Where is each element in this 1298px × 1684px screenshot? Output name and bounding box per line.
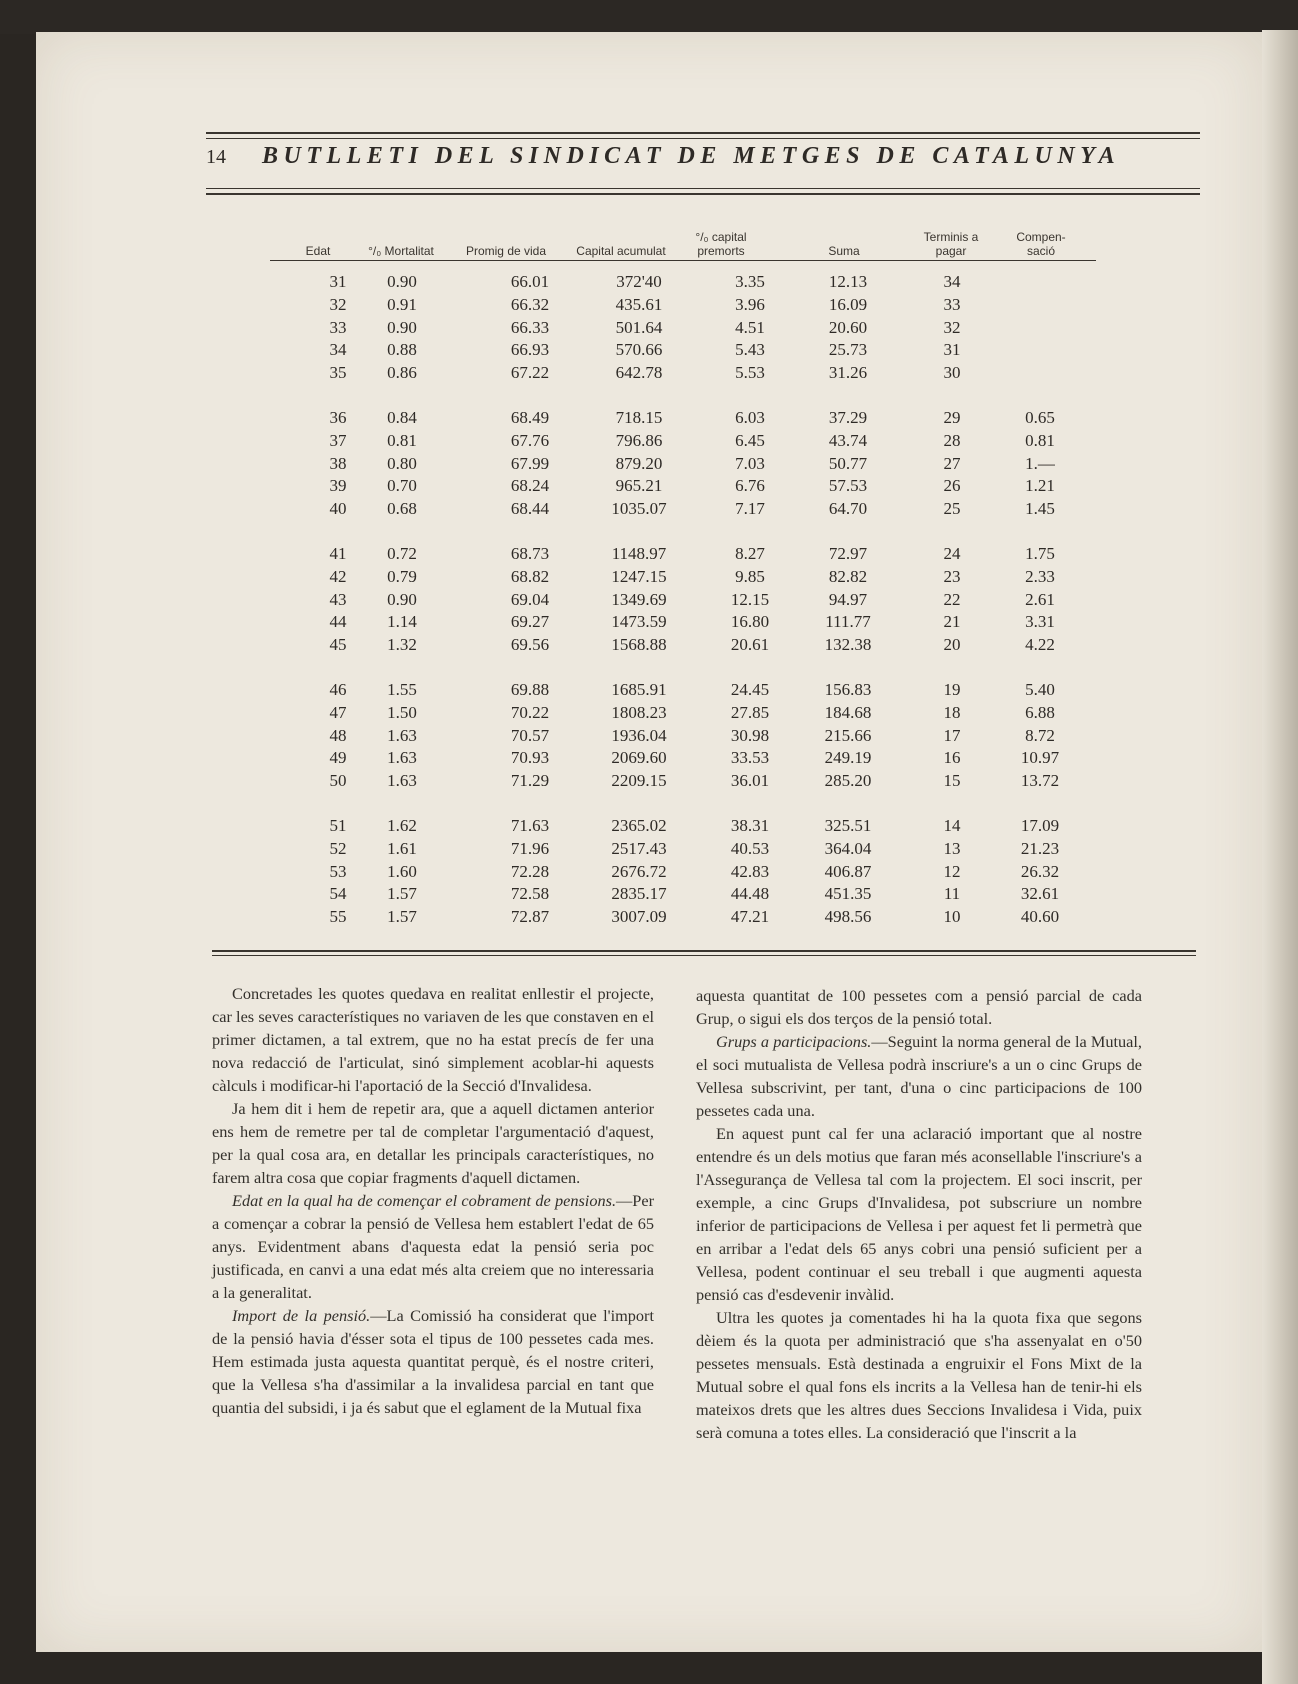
col-header-terminis: Terminis a pagar (923, 230, 979, 258)
table-cell: 0.90 (387, 272, 417, 291)
table-cell: 132.38 (824, 635, 872, 655)
table-cell: 72.97 (828, 544, 868, 563)
table-cell: 43 (329, 589, 347, 609)
table-cell: 1.50 (387, 702, 417, 722)
table-cell: 17.09 (1020, 816, 1060, 835)
table-cell: 1.— (1025, 453, 1055, 473)
table-cell: 184.68 (824, 702, 872, 722)
table-cell: 2069.60 (611, 748, 667, 768)
table-cell: 39 (329, 476, 347, 496)
table-cell: 325.51 (824, 816, 872, 835)
table-cell: 68.73 (510, 544, 550, 563)
table-cell: 70.22 (510, 702, 550, 722)
table-row (36, 567, 1262, 590)
table-row (36, 476, 1262, 499)
table-cell: 24.45 (730, 680, 770, 699)
col-header-edat: Edat (305, 244, 331, 258)
table-cell: 7.17 (735, 499, 765, 519)
next-page-edge (1262, 30, 1298, 1684)
table-cell: 31.26 (828, 363, 868, 383)
table-cell: 67.99 (510, 453, 550, 473)
table-cell: 47 (329, 702, 347, 722)
table-cell: 12.15 (730, 589, 770, 609)
table-cell: 2676.72 (611, 861, 667, 881)
table-cell: 1685.91 (611, 680, 667, 699)
table-cell: 24 (943, 544, 961, 563)
table-cell: 57.53 (828, 476, 868, 496)
table-cell: 8.27 (735, 544, 765, 563)
table-cell: 54 (329, 884, 347, 904)
table-cell: 1.57 (387, 884, 417, 904)
table-cell: 52 (329, 838, 347, 858)
table-cell: 4.51 (735, 317, 765, 337)
table-cell: 0.70 (387, 476, 417, 496)
table-cell: 406.87 (824, 861, 872, 881)
table-cell: 41 (329, 544, 347, 563)
table-cell: 26.32 (1020, 861, 1060, 881)
table-cell: 70.93 (510, 748, 550, 768)
paragraph: Concretades les quotes quedava en realitat enllestir el projecte, car les seves característiques no variaven de les que constaven en el primer dictamen, a tal extrem, que no ha estat precís de fer una nova redacció de l'articulat, sinó simplement acoblar-hi aquests càlculs i modificar-hi l'aportació de la Secció d'Invalidesa. (212, 984, 654, 1095)
table-cell: 69.27 (510, 612, 550, 632)
table-cell: 570.66 (615, 340, 663, 360)
table-cell: 642.78 (615, 363, 663, 383)
table-row (36, 771, 1262, 794)
table-cell: 1.21 (1025, 476, 1055, 496)
table-cell: 42.83 (730, 861, 770, 881)
table-cell: 20 (943, 635, 961, 655)
table-cell: 66.32 (510, 294, 550, 314)
table-cell: 27.85 (730, 702, 770, 722)
col-header-compensacio: Compen-sació (1016, 230, 1066, 258)
section-heading: Edat en la qual ha de començar el cobrament de pensions. (232, 1191, 617, 1210)
table-cell: 32.61 (1020, 884, 1060, 904)
table-cell: 6.45 (735, 430, 765, 450)
table-cell: 1.63 (387, 725, 417, 745)
paragraph: En aquest punt cal fer una aclaració important que al nostre entendre és un dels motius que faran més aconsellable l'inscriure's a l'Assegurança de Vellesa tal com la projectem. El soci inscrit, per exemple, a cinc Grups d'Invalidesa, pot subscriure un nombre inferior de participacions de Vellesa i per aquest fet li permetrà que en arribar a l'edat dels 65 anys cobri una pensió suficient per a Vellesa, podent continuar el seu treball i que augmenti aquesta pensió cas d'esdevenir invàlid. (696, 1124, 1142, 1304)
table-cell: 72.58 (510, 884, 550, 904)
table-cell: 16.09 (828, 294, 868, 314)
table-row (36, 612, 1262, 635)
table-cell: 48 (329, 725, 347, 745)
table-cell: 435.61 (615, 294, 663, 314)
table-cell: 796.86 (615, 430, 663, 450)
table-cell: 17 (943, 725, 961, 745)
table-row (36, 726, 1262, 749)
table-cell: 49 (329, 748, 347, 768)
table-cell: 22 (943, 589, 961, 609)
table-cell: 0.65 (1025, 408, 1055, 427)
journal-title: BUTLLETI DEL SINDICAT DE METGES DE CATALUNYA (262, 143, 1121, 169)
table-cell: 36 (329, 408, 347, 427)
table-cell: 1568.88 (611, 635, 667, 655)
table-cell: 66.93 (510, 340, 550, 360)
table-cell: 68.49 (510, 408, 550, 427)
table-cell: 25 (943, 499, 961, 519)
table-cell: 67.76 (510, 430, 550, 450)
table-cell: 1.63 (387, 748, 417, 768)
paragraph: Grups a participacions.—Seguint la norma general de la Mutual, el soci mutualista de Vellesa podrà inscriure's a un o cinc Grups de Vellesa subscrivint, per tant, d'una o cinc participacions de 100 pessetes cada una. (696, 1032, 1142, 1120)
page-number: 14 (206, 146, 226, 168)
table-cell: 37 (329, 430, 347, 450)
table-cell: 2.33 (1025, 566, 1055, 586)
text-column-right (696, 984, 1142, 1444)
table-cell: 13.72 (1020, 771, 1060, 791)
table-cell: 94.97 (828, 589, 868, 609)
table-cell: 6.76 (735, 476, 765, 496)
table-cell: 55 (329, 907, 347, 927)
table-row (36, 907, 1262, 930)
table-cell: 32 (943, 317, 961, 337)
table-cell: 30.98 (730, 725, 770, 745)
table-cell: 66.33 (510, 317, 550, 337)
table-cell: 215.66 (824, 725, 872, 745)
table-cell: 43.74 (828, 430, 868, 450)
table-cell: 5.53 (735, 363, 765, 383)
table-cell: 0.79 (387, 566, 417, 586)
table-cell: 11 (943, 884, 961, 904)
table-row (36, 884, 1262, 907)
table-header-rule (270, 260, 1096, 261)
table-cell: 68.24 (510, 476, 550, 496)
table-cell: 29 (943, 408, 961, 427)
table-cell: 66.01 (510, 272, 550, 291)
table-cell: 72.28 (510, 861, 550, 881)
table-cell: 20.60 (828, 317, 868, 337)
table-row (36, 454, 1262, 477)
table-cell: 71.96 (510, 838, 550, 858)
table-cell: 36.01 (730, 771, 770, 791)
table-cell: 40.53 (730, 838, 770, 858)
table-cell: 44 (329, 612, 347, 632)
table-cell: 1148.97 (611, 544, 667, 563)
table-cell: 3.96 (735, 294, 765, 314)
table-cell: 72.87 (510, 907, 550, 927)
table-cell: 2835.17 (611, 884, 667, 904)
table-cell: 15 (943, 771, 961, 791)
table-cell: 16.80 (730, 612, 770, 632)
table-cell: 70.57 (510, 725, 550, 745)
table-cell: 451.35 (824, 884, 872, 904)
table-cell: 8.72 (1025, 725, 1055, 745)
table-cell: 4.22 (1025, 635, 1055, 655)
table-cell: 965.21 (615, 476, 663, 496)
col-header-capital-premorts: °/₀ capital premorts (695, 230, 747, 258)
section-heading: Import de la pensió. (232, 1306, 371, 1325)
table-row (36, 680, 1262, 703)
table-row (36, 590, 1262, 613)
table-cell: 12 (943, 861, 961, 881)
table-cell: 6.88 (1025, 702, 1055, 722)
header-rule-top-2 (206, 138, 1200, 139)
table-cell: 2365.02 (611, 816, 667, 835)
table-cell: 1.55 (387, 680, 417, 699)
table-cell: 28 (943, 430, 961, 450)
table-cell: 6.03 (735, 408, 765, 427)
table-cell: 44.48 (730, 884, 770, 904)
table-cell: 0.84 (387, 408, 417, 427)
table-cell: 71.29 (510, 771, 550, 791)
table-cell: 34 (943, 272, 961, 291)
paragraph: aquesta quantitat de 100 pessetes com a pensió parcial de cada Grup, o sigui els dos terços de la pensió total. (696, 986, 1142, 1028)
section-heading: Grups a participacions. (716, 1032, 872, 1051)
paragraph: Ultra les quotes ja comentades hi ha la quota fixa que segons dèiem és la quota per administració que s'ha assenyalat en o'50 pessetes mensuals. Està destinada a engruixir el Fons Mixt de la Mutual sobre el qual fons els incrits a la Vellesa han de tenir-hi els mateixos drets que les altres dues Seccions Invalidesa i Vida, puix serà comuna a totes elles. La consideració que l'inscrit a la (696, 1308, 1142, 1442)
table-cell: 156.83 (824, 680, 872, 699)
table-cell: 27 (943, 453, 961, 473)
table-row (36, 408, 1262, 431)
table-row (36, 862, 1262, 885)
table-cell: 1.45 (1025, 499, 1055, 519)
table-cell: 21.23 (1020, 838, 1060, 858)
table-row (36, 318, 1262, 341)
table-cell: 82.82 (828, 566, 868, 586)
table-cell: 0.86 (387, 363, 417, 383)
table-cell: 249.19 (824, 748, 872, 768)
table-cell: 67.22 (510, 363, 550, 383)
table-cell: 0.90 (387, 317, 417, 337)
table-cell: 3.31 (1025, 612, 1055, 632)
table-cell: 0.88 (387, 340, 417, 360)
table-cell: 69.04 (510, 589, 550, 609)
scan-background-top (0, 0, 1298, 34)
table-cell: 25.73 (828, 340, 868, 360)
paragraph: Edat en la qual ha de començar el cobrament de pensions.—Per a començar a cobrar la pensió de Vellesa hem establert l'edat de 65 anys. Evidentment abans d'aquesta edat la pensió seria poc justificada, en canvi a una edat més alta creiem que no interessaria a la generalitat. (212, 1191, 654, 1302)
table-cell: 1035.07 (611, 499, 667, 519)
table-cell: 30 (943, 363, 961, 383)
table-cell: 51 (329, 816, 347, 835)
table-cell: 1936.04 (611, 725, 667, 745)
table-cell: 14 (943, 816, 961, 835)
table-cell: 46 (329, 680, 347, 699)
table-row (36, 748, 1262, 771)
table-cell: 0.81 (387, 430, 417, 450)
table-row (36, 363, 1262, 386)
table-cell: 31 (329, 272, 347, 291)
table-cell: 34 (329, 340, 347, 360)
header-rule-bottom (206, 188, 1200, 189)
table-cell: 9.85 (735, 566, 765, 586)
table-cell: 68.82 (510, 566, 550, 586)
table-cell: 1.63 (387, 771, 417, 791)
table-cell: 53 (329, 861, 347, 881)
col-header-promig-vida: Promig de vida (465, 244, 547, 258)
table-cell: 718.15 (615, 408, 663, 427)
table-cell: 1.32 (387, 635, 417, 655)
table-cell: 10 (943, 907, 961, 927)
table-cell: 879.20 (615, 453, 663, 473)
table-cell: 2209.15 (611, 771, 667, 791)
paragraph: Ja hem dit i hem de repetir ara, que a aquell dictamen anterior ens hem de remetre per tal de completar l'argumentació d'aquest, per la qual cosa ara, en detallar les principals característiques, no farem altra cosa que copiar fragments d'aquell dictamen. (212, 1099, 654, 1187)
table-row (36, 635, 1262, 658)
table-cell: 69.88 (510, 680, 550, 699)
table-cell: 40.60 (1020, 907, 1060, 927)
table-bottom-rule (212, 950, 1196, 952)
table-cell: 69.56 (510, 635, 550, 655)
table-cell: 0.72 (387, 544, 417, 563)
table-cell: 33.53 (730, 748, 770, 768)
table-cell: 16 (943, 748, 961, 768)
table-cell: 45 (329, 635, 347, 655)
table-cell: 35 (329, 363, 347, 383)
table-cell: 18 (943, 702, 961, 722)
table-cell: 19 (943, 680, 961, 699)
table-cell: 364.04 (824, 838, 872, 858)
table-cell: 1.60 (387, 861, 417, 881)
table-cell: 12.13 (828, 272, 868, 291)
table-row (36, 295, 1262, 318)
table-cell: 38 (329, 453, 347, 473)
table-cell: 498.56 (824, 907, 872, 927)
table-cell: 285.20 (824, 771, 872, 791)
table-cell: 32 (329, 294, 347, 314)
table-cell: 5.40 (1025, 680, 1055, 699)
paragraph: Import de la pensió.—La Comissió ha considerat que l'import de la pensió havia d'ésser sota el tipus de 100 pessetes cada mes. Hem estimada justa aquesta quantitat perquè, és el nostre criteri, que la Vellesa s'ha d'assimilar a la invalidesa parcial en tant que quantia del subsidi, i ja és sabut que el eglament de la Mutual fixa (212, 1306, 654, 1417)
table-cell: 0.81 (1025, 430, 1055, 450)
table-cell: 111.77 (825, 612, 871, 632)
table-cell: 33 (943, 294, 961, 314)
table-bottom-rule-2 (212, 955, 1196, 956)
table-cell: 1.75 (1025, 544, 1055, 563)
text-column-left (212, 982, 654, 1419)
table-cell: 21 (943, 612, 961, 632)
table-cell: 31 (943, 340, 961, 360)
table-row (36, 839, 1262, 862)
header-rule-bottom-2 (206, 193, 1200, 195)
table-cell: 1.62 (387, 816, 417, 835)
table-cell: 13 (943, 838, 961, 858)
table-cell: 10.97 (1020, 748, 1060, 768)
table-row (36, 499, 1262, 522)
table-cell: 50.77 (828, 453, 868, 473)
table-cell: 1.61 (387, 838, 417, 858)
table-cell: 71.63 (510, 816, 550, 835)
col-header-suma: Suma (828, 244, 860, 258)
col-header-mortalitat: °/₀ Mortalitat (368, 244, 434, 258)
table-row (36, 431, 1262, 454)
table-row (36, 703, 1262, 726)
table-cell: 64.70 (828, 499, 868, 519)
table-cell: 20.61 (730, 635, 770, 655)
table-cell: 38.31 (730, 816, 770, 835)
table-cell: 501.64 (615, 317, 663, 337)
document-page (36, 32, 1262, 1652)
table-cell: 372'40 (616, 272, 662, 291)
table-cell: 1247.15 (611, 566, 667, 586)
table-cell: 3.35 (735, 272, 765, 291)
table-cell: 0.90 (387, 589, 417, 609)
table-cell: 23 (943, 566, 961, 586)
table-cell: 1473.59 (611, 612, 667, 632)
table-cell: 1808.23 (611, 702, 667, 722)
table-cell: 42 (329, 566, 347, 586)
table-cell: 2517.43 (611, 838, 667, 858)
table-row (36, 544, 1262, 567)
table-row (36, 816, 1262, 839)
table-cell: 0.80 (387, 453, 417, 473)
table-cell: 0.91 (387, 294, 417, 314)
table-cell: 0.68 (387, 499, 417, 519)
table-cell: 68.44 (510, 499, 550, 519)
table-cell: 2.61 (1025, 589, 1055, 609)
table-cell: 1.57 (387, 907, 417, 927)
table-cell: 1.14 (387, 612, 417, 632)
table-cell: 5.43 (735, 340, 765, 360)
table-row (36, 340, 1262, 363)
header-rule-top (206, 132, 1200, 134)
table-cell: 40 (329, 499, 347, 519)
table-cell: 3007.09 (611, 907, 667, 927)
table-cell: 26 (943, 476, 961, 496)
table-cell: 37.29 (828, 408, 868, 427)
table-cell: 47.21 (730, 907, 770, 927)
table-cell: 7.03 (735, 453, 765, 473)
table-row (36, 272, 1262, 295)
col-header-capital-acumulat: Capital acumulat (576, 244, 666, 258)
table-cell: 33 (329, 317, 347, 337)
table-cell: 50 (329, 771, 347, 791)
table-cell: 1349.69 (611, 589, 667, 609)
